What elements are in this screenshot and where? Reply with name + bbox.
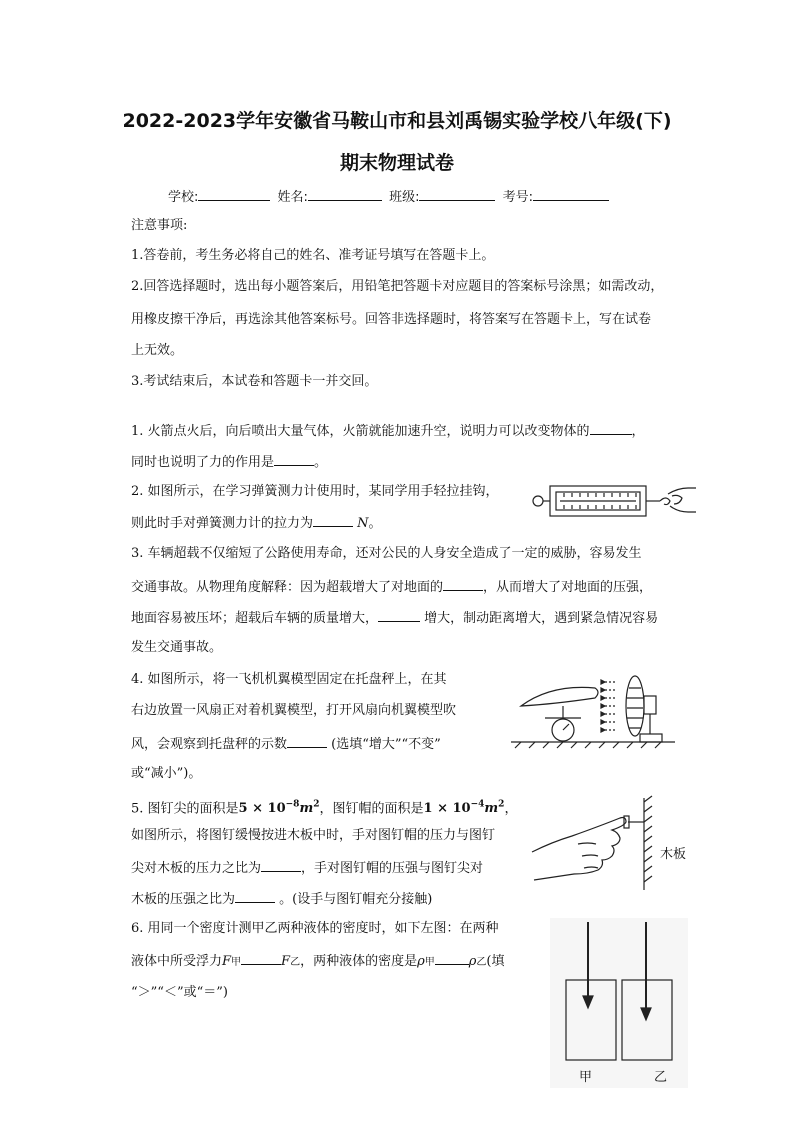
hand-icon — [668, 488, 696, 512]
q5-area1-unit-exp: 2 — [313, 800, 320, 810]
label-jia: 甲 — [579, 1070, 593, 1085]
q5-line-3 — [131, 859, 483, 877]
q5-text-e: ，手对图钉帽的压强与图钉尖对 — [301, 861, 484, 876]
board-label: 木板 — [660, 847, 687, 862]
q3-line-1: 3. 车辆超载不仅缩短了公路使用寿命，还对公民的人身安全造成了一定的威胁，容易发生 — [131, 546, 642, 561]
q4-line-1: 4. 如图所示，将一飞机机翼模型固定在托盘秤上，在其 — [131, 672, 447, 687]
q1-text-b: ， — [631, 424, 645, 439]
q6-text-b: ，两种液体的密度是 — [300, 954, 418, 969]
notice-item-2-line-1: 2.回答选择题时，选出每小题答案后，用铅笔把答题卡对应题目的答案标号涂黑；如需改动， — [131, 279, 664, 294]
exam-title-line2: 期末物理试卷 — [339, 152, 454, 174]
q1-text-c: 同时也说明了力的作用是 — [131, 455, 275, 470]
q1-text-d: 。 — [314, 455, 328, 470]
q4-line-4: 或“减小”)。 — [131, 766, 202, 781]
q5-area2-exp: −4 — [470, 800, 485, 810]
fan-base — [640, 734, 662, 742]
q6-rho-sub-yi: 乙 — [476, 957, 487, 968]
q2-unit: N — [357, 516, 369, 531]
q6-line-1: 6. 用同一个密度计测甲乙两种液体的密度时，如下左图：在两种 — [131, 921, 499, 936]
q6-rho-yi: ρ — [468, 954, 477, 969]
hydrometer-figure — [550, 918, 690, 1090]
label-yi: 乙 — [654, 1070, 668, 1085]
q5-text-c: ， — [504, 801, 518, 817]
q3-line-4: 发生交通事故。 — [131, 640, 223, 655]
q5-blank-1[interactable] — [261, 859, 301, 872]
q3-blank-1[interactable] — [443, 578, 483, 591]
q5-blank-2[interactable] — [235, 890, 275, 903]
notice-item-2-line-2: 用橡皮擦干净后，再选涂其他答案标号。回答非选择题时，将答案写在答题卡上，写在试卷 — [131, 312, 652, 327]
q3-line-2 — [131, 578, 652, 596]
q2-line-1: 2. 如图所示，在学习弹簧测力计使用时，某同学用手轻拉挂钩， — [131, 484, 499, 499]
scale-hook — [660, 498, 670, 505]
hand-icon — [532, 818, 626, 881]
q6-text-c: (填 — [486, 954, 505, 969]
q5-area1-unit: m — [299, 801, 314, 817]
notice-item-1: 1.答卷前，考生务必将自己的姓名、准考证号填写在答题卡上。 — [131, 248, 495, 263]
notice-item-3: 3.考试结束后，本试卷和答题卡一并交回。 — [131, 374, 378, 389]
q5-text-g: 。(设手与图钉帽充分接触) — [279, 892, 433, 907]
exam-no-label: 考号: — [502, 190, 533, 205]
notice-heading: 注意事项: — [131, 218, 188, 233]
q3-line-3 — [131, 609, 658, 627]
school-blank[interactable] — [198, 188, 270, 201]
q3-text-c: 地面容易被压坏；超载后车辆的质量增大， — [131, 611, 379, 626]
q2-text-b: 。 — [368, 516, 382, 531]
q3-text-a: 交通事故。从物理角度解释：因为超载增大了对地面的 — [131, 580, 444, 595]
exam-no-blank[interactable] — [533, 188, 609, 201]
q3-text-d: 增大，制动距离增大，遇到紧急情况容易 — [424, 611, 659, 626]
q1-line-2 — [131, 453, 327, 471]
q6-F-yi: F — [281, 954, 291, 969]
q4-text-b: (选填“增大”“不变” — [331, 737, 441, 752]
fan-motor — [644, 696, 656, 714]
q5-line-4 — [131, 890, 432, 908]
class-blank[interactable] — [419, 188, 495, 201]
name-label: 姓名: — [277, 190, 308, 205]
student-info-row — [168, 186, 648, 205]
q5-area2-unit: m — [484, 801, 499, 817]
q2-blank[interactable] — [313, 514, 353, 527]
q5-area1-exp: −8 — [285, 800, 300, 810]
q4-text-a: 风，会观察到托盘秤的示数 — [131, 737, 288, 752]
q2-text-a: 则此时手对弹簧测力计的拉力为 — [131, 516, 314, 531]
q6-F-jia: F — [222, 954, 232, 969]
q6-rho-jia: ρ — [417, 954, 425, 969]
q5-area2-coef: 1 × 10 — [423, 801, 471, 817]
scale-ring — [533, 496, 543, 506]
q2-line-2 — [131, 514, 382, 532]
q4-blank[interactable] — [287, 735, 327, 748]
class-label: 班级: — [389, 190, 420, 205]
q5-area2-unit-exp: 2 — [498, 800, 505, 810]
q5-text-f: 木板的压强之比为 — [131, 892, 236, 907]
q5-text-a: 5. 图钉尖的面积是 — [131, 801, 239, 817]
spring-scale-figure — [528, 480, 696, 522]
exam-title-line1: 2022-2023学年安徽省马鞍山市和县刘禹锡实验学校八年级(下) — [122, 110, 672, 132]
q1-blank-1[interactable] — [590, 422, 632, 435]
wing-fan-figure — [505, 668, 695, 750]
q6-text-a: 液体中所受浮力 — [131, 954, 223, 969]
q1-blank-2[interactable] — [274, 453, 314, 466]
name-blank[interactable] — [308, 188, 382, 201]
q5-text-d: 尖对木板的压力之比为 — [131, 861, 262, 876]
q6-F-sub-yi: 乙 — [290, 957, 301, 968]
q6-F-sub-jia: 甲 — [231, 957, 242, 968]
q1-line-1 — [131, 422, 645, 440]
q5-text-b: ，图钉帽的面积是 — [319, 801, 424, 817]
pushpin-figure — [530, 796, 660, 892]
airflow-lines — [605, 682, 617, 730]
q5-line-2: 如图所示，将图钉缓慢按进木板中时，手对图钉帽的压力与图钉 — [131, 828, 496, 843]
q5-area1-coef: 5 × 10 — [238, 801, 286, 817]
q4-line-2: 右边放置一风扇正对着机翼模型，打开风扇向机翼模型吹 — [131, 703, 457, 718]
notice-item-2-line-3: 上无效。 — [131, 343, 184, 358]
q6-line-2 — [131, 952, 504, 971]
school-label: 学校: — [168, 190, 199, 205]
q5-line-1 — [131, 797, 517, 817]
q6-blank-1[interactable] — [241, 952, 281, 965]
q6-blank-2[interactable] — [435, 952, 469, 965]
q1-text-a: 1. 火箭点火后，向后喷出大量气体，火箭就能加速升空，说明力可以改变物体的 — [131, 424, 590, 439]
q6-line-3: “＞”“＜”或“＝”) — [131, 985, 228, 1000]
fan-guard — [626, 676, 644, 736]
q6-rho-sub-jia: 甲 — [424, 957, 435, 968]
q4-line-3 — [131, 735, 441, 753]
wing-model — [521, 687, 598, 706]
q3-blank-2[interactable] — [378, 609, 420, 622]
q3-text-b: ，从而增大了对地面的压强， — [483, 580, 653, 595]
